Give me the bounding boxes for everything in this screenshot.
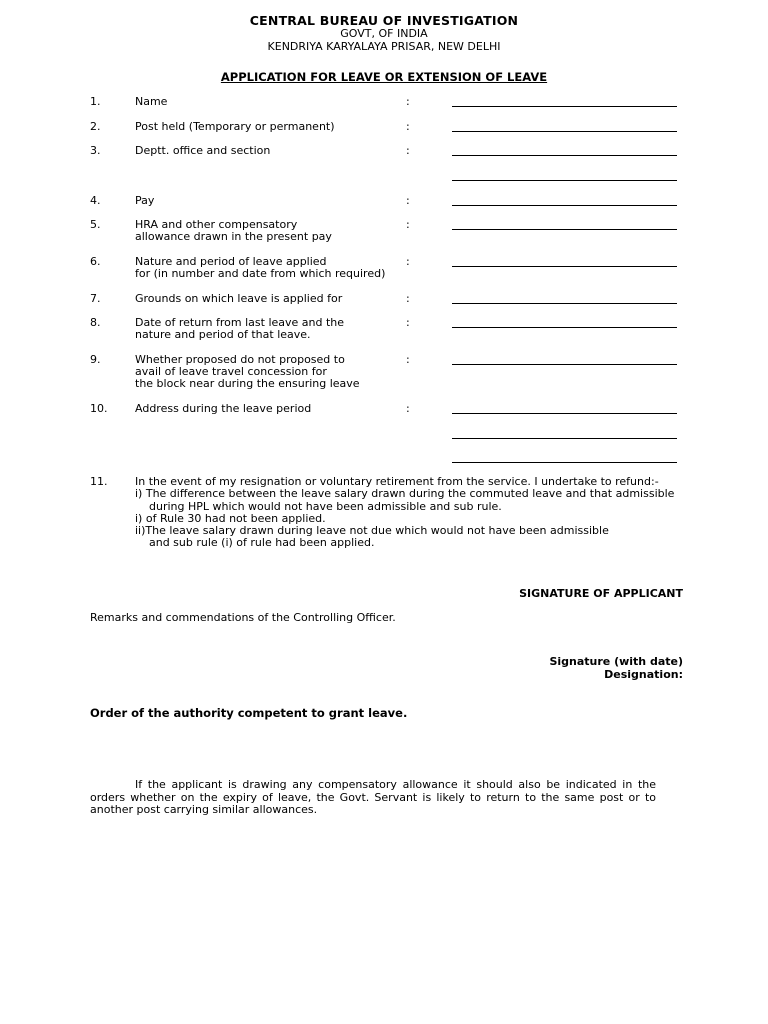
signature-with-date: Signature (with date): [549, 655, 683, 668]
address-field-line-3[interactable]: [452, 462, 677, 463]
colon: :: [406, 95, 410, 108]
item-number: 4.: [90, 194, 101, 207]
designation-label: Designation:: [604, 668, 683, 681]
item-label-post: Post held (Temporary or permanent): [135, 120, 335, 133]
colon: :: [406, 218, 410, 231]
name-field-line[interactable]: [452, 106, 677, 107]
form-title-text: APPLICATION FOR LEAVE OR EXTENSION OF LEAVE: [220, 70, 548, 84]
address-line: KENDRIYA KARYALAYA PRISAR, NEW DELHI: [267, 40, 501, 53]
item-number: 8.: [90, 316, 101, 329]
nature-field-line[interactable]: [452, 266, 677, 267]
signature-of-applicant: SIGNATURE OF APPLICANT: [519, 587, 683, 600]
item-number: 5.: [90, 218, 101, 231]
dept-field-line-2[interactable]: [452, 180, 677, 181]
item-number: 10.: [90, 402, 108, 415]
item-label-hra: HRA and other compensatory allowance drawn in the present pay: [135, 218, 332, 243]
return-field-line[interactable]: [452, 327, 677, 328]
pay-field-line[interactable]: [452, 205, 677, 206]
item-label-grounds: Grounds on which leave is applied for: [135, 292, 343, 305]
colon: :: [406, 194, 410, 207]
govt-line: GOVT, OF INDIA: [340, 27, 428, 40]
item-label-address: Address during the leave period: [135, 402, 312, 415]
item-label-dept: Deptt. office and section: [135, 144, 271, 157]
item-number: 11.: [90, 475, 108, 488]
undertaking-text: In the event of my resignation or voluntary retirement from the service. I undertake to refund:- i) The difference between the leave salary drawn during the commuted leave and that admissible during HPL which would not have been admissible and sub rule. i) of Rule 30 had not been applied. ii)The leave salary drawn during leave not due which would not have been admissible and sub rule (i) of rule had been applied.: [135, 475, 675, 550]
remarks-label: Remarks and commendations of the Controlling Officer.: [90, 611, 396, 624]
form-title: [0, 70, 768, 84]
item-number: 9.: [90, 353, 101, 366]
colon: :: [406, 292, 410, 305]
colon: :: [406, 255, 410, 268]
item-label-pay: Pay: [135, 194, 155, 207]
colon: :: [406, 353, 410, 366]
item-label-nature: Nature and period of leave applied for (in number and date from which required): [135, 255, 386, 280]
grounds-field-line[interactable]: [452, 303, 677, 304]
address-field-line[interactable]: [452, 413, 677, 414]
dept-field-line[interactable]: [452, 155, 677, 156]
item-number: 7.: [90, 292, 101, 305]
order-heading: Order of the authority competent to grant leave.: [90, 706, 408, 720]
colon: :: [406, 120, 410, 133]
item-number: 1.: [90, 95, 101, 108]
address-field-line-2[interactable]: [452, 438, 677, 439]
colon: :: [406, 402, 410, 415]
colon: :: [406, 316, 410, 329]
colon: :: [406, 144, 410, 157]
item-label-ltc: Whether proposed do not proposed to avail of leave travel concession for the block near during the ensuring leave: [135, 353, 360, 390]
hra-field-line[interactable]: [452, 229, 677, 230]
item-number: 6.: [90, 255, 101, 268]
item-label-return: Date of return from last leave and the nature and period of that leave.: [135, 316, 345, 341]
post-field-line[interactable]: [452, 131, 677, 132]
item-number: 3.: [90, 144, 101, 157]
compensatory-note: If the applicant is drawing any compensatory allowance it should also be indicated in the orders whether on the expiry of leave, the Govt. Servant is likely to return to the same post or to another post carrying similar allowances.: [90, 778, 656, 816]
ltc-field-line[interactable]: [452, 364, 677, 365]
signature-block: [549, 655, 683, 681]
item-number: 2.: [90, 120, 101, 133]
item-label-name: Name: [135, 95, 168, 108]
org-name: CENTRAL BUREAU OF INVESTIGATION: [249, 13, 519, 28]
